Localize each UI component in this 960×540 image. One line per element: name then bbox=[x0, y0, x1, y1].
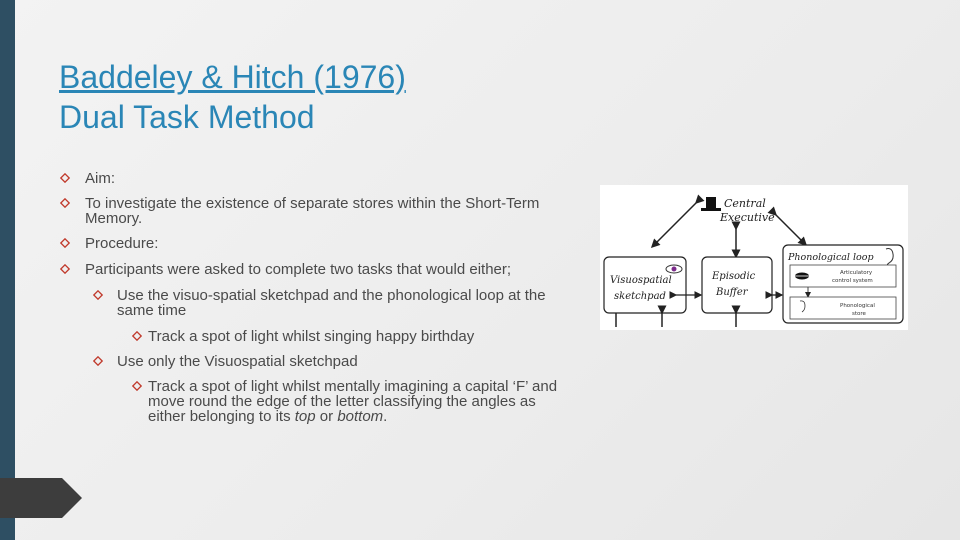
slide-title bbox=[59, 57, 579, 137]
central-executive-label-2: Executive bbox=[720, 211, 775, 224]
top-hat-icon bbox=[701, 197, 721, 211]
phonological-store-label-1: Phonological bbox=[840, 303, 875, 309]
diamond-bullet-icon bbox=[60, 264, 70, 274]
diamond-bullet-icon bbox=[93, 290, 103, 300]
bullet-subsub-singing: Track a spot of light whilst singing happy birthday bbox=[132, 329, 552, 344]
phonological-loop-label: Phonological loop bbox=[788, 252, 874, 263]
diamond-bullet-icon bbox=[93, 356, 103, 366]
bullet-sub-visuospatial: Use only the Visuospatial sketchpad bbox=[93, 354, 553, 369]
articulatory-label-2: control system bbox=[832, 278, 873, 284]
arrow-to-phonological bbox=[776, 215, 806, 245]
bullet-procedure: Procedure: bbox=[60, 236, 540, 251]
visuospatial-label-2: sketchpad bbox=[614, 291, 666, 302]
diamond-bullet-icon bbox=[60, 173, 70, 183]
lips-icon bbox=[795, 273, 809, 280]
slide-nav-tab[interactable] bbox=[0, 478, 82, 518]
episodic-buffer-box bbox=[702, 257, 772, 313]
episodic-label-1: Episodic bbox=[712, 271, 756, 282]
title-line-2: Dual Task Method bbox=[59, 99, 315, 135]
title-line-1: Baddeley & Hitch (1976) bbox=[59, 59, 406, 95]
diagram-canvas bbox=[600, 185, 908, 330]
diamond-bullet-icon bbox=[60, 238, 70, 248]
diamond-bullet-icon bbox=[60, 198, 70, 208]
bullet-participants: Participants were asked to complete two tasks that would either; bbox=[60, 262, 550, 277]
diamond-bullet-icon bbox=[132, 331, 142, 341]
arrow-to-visuospatial bbox=[652, 203, 696, 247]
bullet-aim-text: To investigate the existence of separate stores within the Short-Term Memory. bbox=[60, 196, 540, 226]
bullet-sub-both: Use the visuo-spatial sketchpad and the phonological loop at the same time bbox=[93, 288, 553, 318]
bullet-aim: Aim: bbox=[60, 171, 540, 186]
central-executive-label-1: Central bbox=[724, 197, 766, 210]
episodic-label-2: Buffer bbox=[716, 287, 748, 298]
diamond-bullet-icon bbox=[132, 381, 142, 391]
visuospatial-label-1: Visuospatial bbox=[610, 275, 672, 286]
working-memory-diagram bbox=[600, 185, 908, 330]
side-accent-bar bbox=[0, 0, 15, 540]
eye-icon bbox=[666, 265, 682, 273]
articulatory-label-1: Articulatory bbox=[840, 270, 873, 276]
phonological-store-label-2: store bbox=[852, 311, 866, 317]
bullet-subsub-letter-f: Track a spot of light whilst mentally imagining a capital ‘F’ and move round the edge of the letter classifying the angles as either belonging to its top or bottom. bbox=[132, 379, 562, 424]
